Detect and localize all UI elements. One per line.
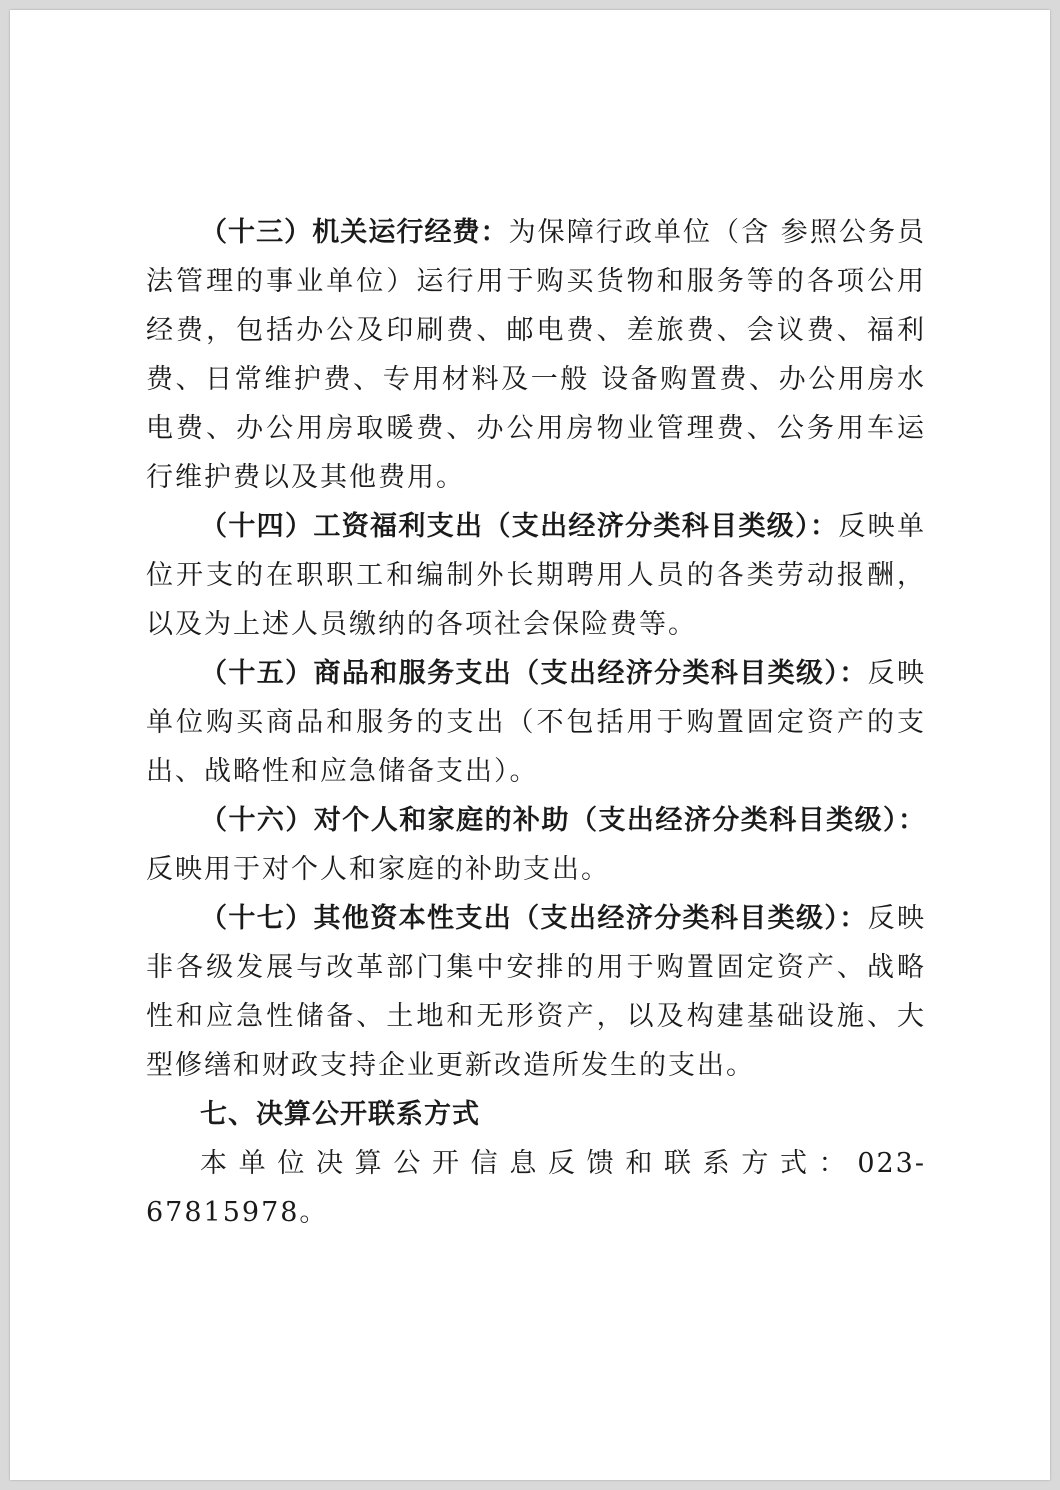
document-body xyxy=(146,208,926,1237)
definition-text: 反映单位购买商品和服务的支出（不包括用于购置固定资产的支出、战略性和应急储备支出）。 xyxy=(146,658,927,787)
document-page xyxy=(10,10,1050,1480)
definition-text: 反映用于对个人和家庭的补助支出。 xyxy=(146,854,610,885)
definition-term: （十四）工资福利支出（支出经济分类科目类级）： xyxy=(200,511,839,542)
definition-term: （十六）对个人和家庭的补助（支出经济分类科目类级）： xyxy=(200,805,926,836)
definition-paragraph-14 xyxy=(146,502,926,649)
definition-term: （十五）商品和服务支出（支出经济分类科目类级）： xyxy=(200,658,868,689)
definition-text: 反映单位开支的在职职工和编制外长期聘用人员的各类劳动报酬，以及为上述人员缴纳的各项社会保险费等。 xyxy=(146,511,927,640)
section-heading: 七、决算公开联系方式 xyxy=(200,1099,480,1130)
definition-term: （十三）机关运行经费： xyxy=(200,217,509,248)
definition-paragraph-13 xyxy=(146,208,926,502)
contact-paragraph: 本单位决算公开信息反馈和联系方式：023-67815978。 xyxy=(146,1148,926,1228)
definition-paragraph-16 xyxy=(146,796,926,894)
definition-text: 反映非各级发展与改革部门集中安排的用于购置固定资产、战略性和应急性储备、土地和无形资产，以及构建基础设施、大型修缮和财政支持企业更新改造所发生的支出。 xyxy=(146,903,927,1081)
definition-text: 为保障行政单位（含 参照公务员法管理的事业单位）运行用于购买货物和服务等的各项公用经费，包括办公及印刷费、邮电费、差旅费、会议费、福利费、日常维护费、专用材料及一般 设备购置费、办公用房水电费、办公用房取暖费、办公用房物业管理费、公务用车运行维护费以及其他费用。 xyxy=(146,217,926,493)
definition-paragraph-15 xyxy=(146,649,926,796)
definition-paragraph-17 xyxy=(146,894,926,1090)
definition-term: （十七）其他资本性支出（支出经济分类科目类级）： xyxy=(200,903,868,934)
